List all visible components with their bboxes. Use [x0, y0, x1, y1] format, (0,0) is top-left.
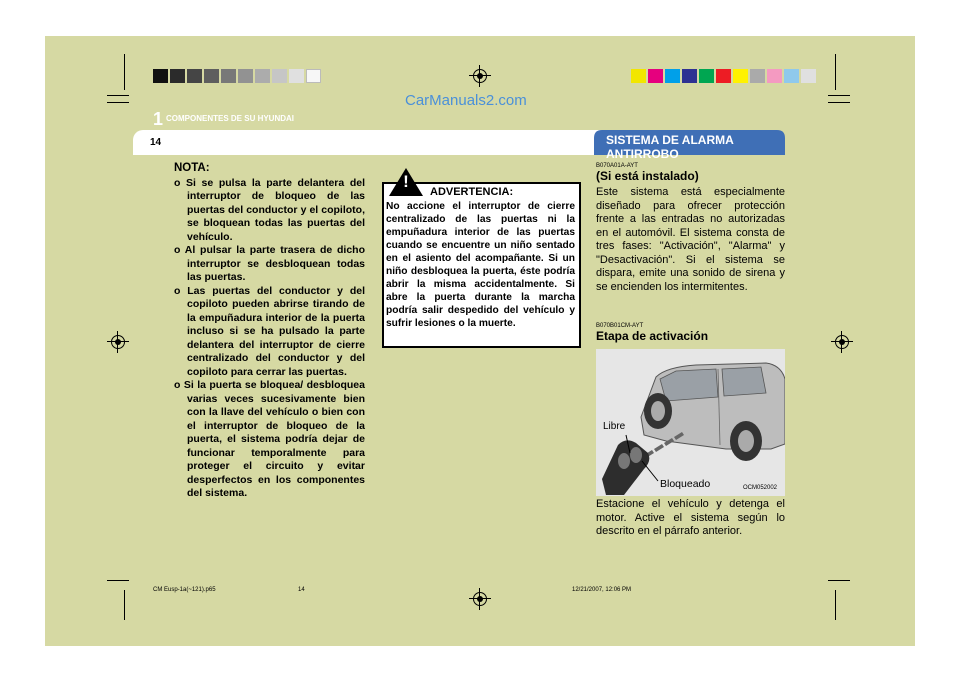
footer-datetime: 12/21/2007, 12:06 PM: [572, 587, 632, 593]
install-section: [596, 163, 785, 294]
registration-mark-icon: [469, 588, 491, 610]
footer-file: CM Eusp-1a(~121).p65: [153, 587, 216, 593]
watermark: CarManuals2.com: [405, 92, 527, 109]
registration-mark-icon: [107, 331, 129, 353]
registration-mark-icon: [831, 331, 853, 353]
chapter-number: 1: [153, 109, 164, 129]
figure-caption: OCM052002: [743, 485, 778, 491]
page-number: 14: [150, 137, 162, 148]
activation-code: B070B01CM-AYT: [596, 323, 644, 329]
note-title: NOTA:: [174, 162, 210, 174]
lock-label: Bloqueado: [660, 478, 711, 490]
note-item: o Las puertas del conductor y del copiloto pueden abrirse tirando de la empuñadura interior de la puerta incluso si se ha pulsado la parte delantera del interruptor de cierre centralizado del conductor y del copiloto para cerrar las puertas.: [174, 284, 365, 378]
chapter-title: COMPONENTES DE SU HYUNDAI: [166, 114, 295, 123]
note-item: o Si se pulsa la parte delantera del interruptor de bloqueo de las puertas del conductor y el copiloto, se bloquean todas las puertas del vehículo.: [174, 176, 365, 243]
warning-title: ADVERTENCIA:: [430, 186, 514, 198]
activation-text: Estacione el vehículo y detenga el motor. Active el sistema según lo descrito en el párrafo anterior.: [596, 498, 785, 537]
install-text: Este sistema está especialmente diseñado para ofrecer protección frente a las entradas no autorizadas en el automóvil. El sistema consta de tres fases: "Activación", "Alarma" y "Desactivación". Si el sistema se dispara, emite una sonido de sirena y se encienden los intermitentes.: [596, 186, 785, 293]
section-title: SISTEMA DE ALARMA ANTIRROBO: [606, 133, 734, 161]
note-block: [174, 162, 365, 501]
warning-text: No accione el interruptor de cierre centralizado de las puertas ni la empuñadura interior de las puertas cuando se encuentre un niño sentado en el asiento del acompañante. Si un niño desbloquea la puerta, éste podría abrir la misma accidentalmente. Si abre la puerta durante la marcha podría salir despedido del vehículo y sufrir lesiones o la muerte.: [386, 201, 575, 329]
footer-page: 14: [298, 587, 305, 593]
activation-section: [596, 323, 785, 343]
registration-mark-icon: [469, 65, 491, 87]
warning-symbol: !: [403, 172, 409, 191]
activation-subtitle: Etapa de activación: [596, 329, 709, 343]
install-subtitle: (Si está instalado): [596, 169, 699, 183]
install-code: B070A01A-AYT: [596, 163, 638, 169]
unlock-label: Libre: [603, 421, 626, 432]
note-item: o Si la puerta se bloquea/ desbloquea varias veces sucesivamente bien con la llave del vehículo o bien con el interruptor de bloqueo de la puerta, el sistema podría dejar de funcionar temporalmente para proteger el circuito y evitar desperfectos en los componentes del sistema.: [174, 379, 365, 499]
remote-lock-illustration: [596, 349, 785, 496]
note-item: o Al pulsar la parte trasera de dicho interruptor se desbloquean todas las puertas.: [174, 244, 365, 283]
